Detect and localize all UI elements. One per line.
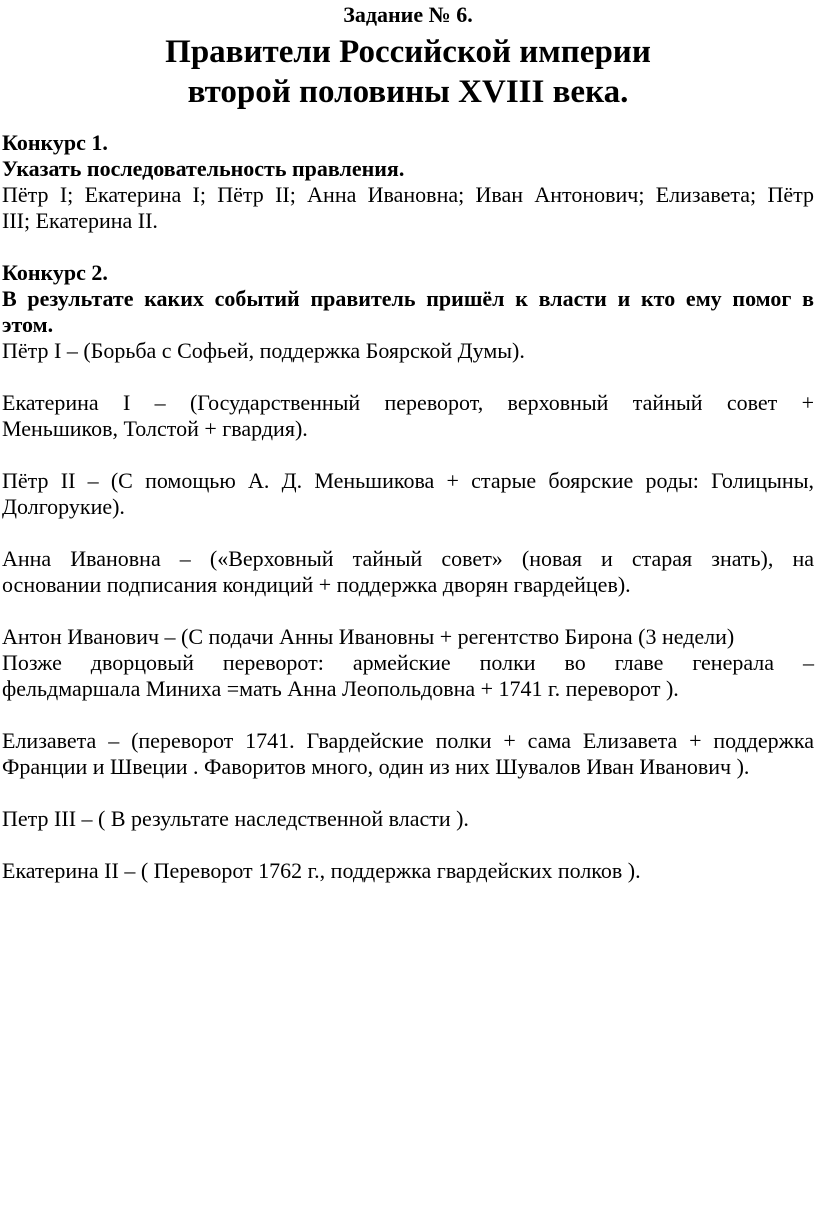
task-label: Задание № 6. [343,2,473,27]
contest-1-answer-line-1: Пётр I; Екатерина I; Пётр II; Анна Ивановна; Иван Антонович; Елизавета; Пётр [2,182,814,207]
ruler-entry-line: Петр III – ( В результате наследственной власти ). [2,806,469,831]
contest-1-section [2,130,814,234]
ruler-entry-catherine-1 [2,390,814,442]
ruler-entry-line: Антон Иванович – (С подачи Анны Ивановны + регентство Бирона (3 недели) [2,624,735,649]
document-title-line-2: второй половины XVIII века. [187,74,629,110]
ruler-entry-line: Екатерина II – ( Переворот 1762 г., поддержка гвардейских полков ). [2,858,641,883]
contest-1-title: Конкурс 1. [2,130,108,155]
ruler-entry-peter-2 [2,468,814,520]
document-title-line-1: Правители Российской империи [165,34,651,70]
ruler-entry-line: Долгорукие). [2,494,125,519]
document-title [2,32,814,112]
ruler-entry-elizabeth [2,728,814,780]
ruler-entry-anna-ioannovna [2,546,814,598]
contest-2-question-line-2: этом. [2,312,54,337]
ruler-entry-line: Франции и Швеции . Фаворитов много, один из них Шувалов Иван Иванович ). [2,754,750,779]
ruler-entry-line: Пётр I – (Борьба с Софьей, поддержка Боярской Думы). [2,338,525,363]
ruler-entry-line: основании подписания кондиций + поддержка дворян гвардейцев). [2,572,631,597]
ruler-entry-line: Позже дворцовый переворот: армейские полки во главе генерала – [2,650,814,675]
ruler-entry-peter-1 [2,338,814,364]
ruler-entry-line: Елизавета – (переворот 1741. Гвардейские полки + сама Елизавета + поддержка [2,728,814,753]
ruler-entry-line: Екатерина I – (Государственный переворот, верховный тайный совет + [2,390,814,415]
contest-2-question-line-1: В результате каких событий правитель пришёл к власти и кто ему помог в [2,286,814,311]
ruler-entry-peter-3 [2,806,814,832]
contest-1-answer [2,182,814,234]
ruler-entry-catherine-2 [2,858,814,884]
ruler-entry-line: Анна Ивановна – («Верховный тайный совет» (новая и старая знать), на [2,546,814,571]
contest-2-title: Конкурс 2. [2,260,108,285]
ruler-entry-line: фельдмаршала Миниха =мать Анна Леопольдовна + 1741 г. переворот ). [2,676,679,701]
ruler-entry-ivan-antonovich [2,624,814,702]
ruler-entry-line: Меньшиков, Толстой + гвардия). [2,416,308,441]
contest-1-answer-line-2: III; Екатерина II. [2,208,158,233]
ruler-entry-line: Пётр II – (С помощью А. Д. Меньшикова + старые боярские роды: Голицыны, [2,468,814,493]
contest-2-question [2,286,814,338]
contest-1-question: Указать последовательность правления. [2,156,405,181]
contest-2-section [2,260,814,884]
